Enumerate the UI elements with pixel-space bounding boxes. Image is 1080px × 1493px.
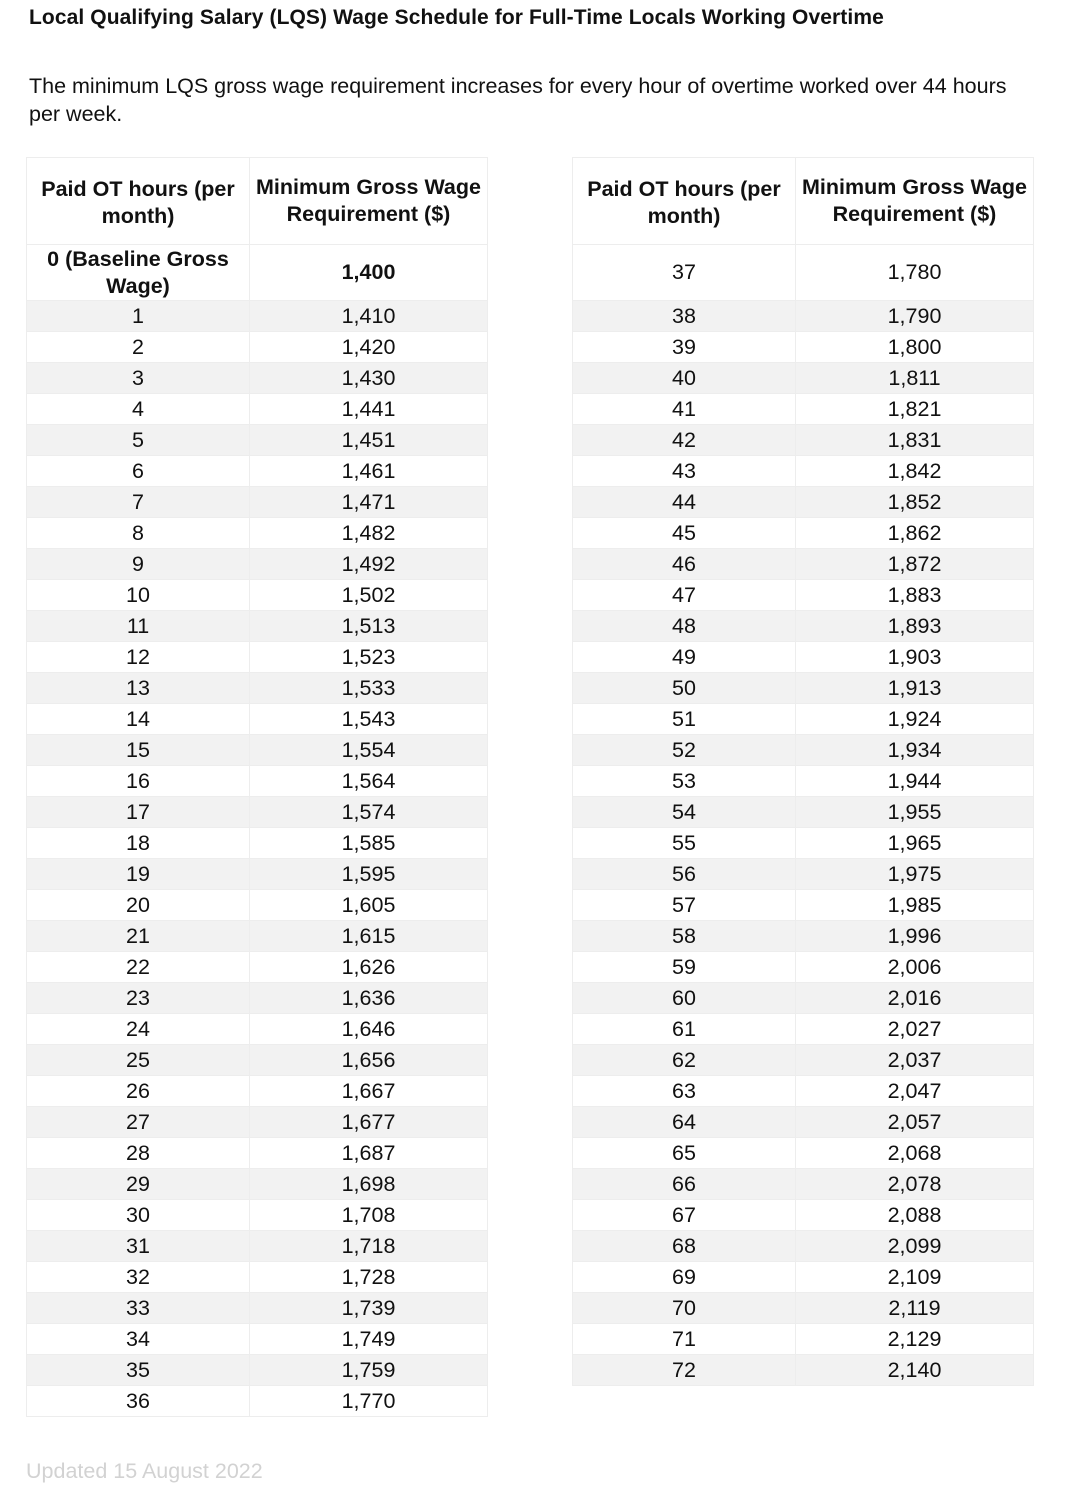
table-row (27, 1386, 488, 1417)
wage-cell: 1,513 (250, 611, 488, 642)
ot-hours-cell: 4 (27, 394, 250, 425)
table-row (573, 1262, 1034, 1293)
wage-cell: 2,016 (796, 983, 1034, 1014)
table-row (573, 859, 1034, 890)
table-row (27, 1076, 488, 1107)
intro-paragraph: The minimum LQS gross wage requirement increases for every hour of overtime worked over 44 hours per week. (29, 74, 1007, 126)
ot-hours-cell: 46 (573, 549, 796, 580)
table-row (27, 1200, 488, 1231)
table-row (573, 1045, 1034, 1076)
wage-cell: 2,099 (796, 1231, 1034, 1262)
table-row (27, 363, 488, 394)
wage-cell: 1,944 (796, 766, 1034, 797)
ot-hours-cell: 71 (573, 1324, 796, 1355)
table-row (27, 332, 488, 363)
table-row (573, 1169, 1034, 1200)
table-header-row (573, 158, 1034, 245)
wage-cell: 1,975 (796, 859, 1034, 890)
ot-hours-cell: 41 (573, 394, 796, 425)
table-row (573, 1200, 1034, 1231)
wage-cell: 1,883 (796, 580, 1034, 611)
table-row (27, 1262, 488, 1293)
table-row (27, 1169, 488, 1200)
table-row (27, 301, 488, 332)
table-row (573, 394, 1034, 425)
wage-cell: 1,739 (250, 1293, 488, 1324)
wage-cell: 1,985 (796, 890, 1034, 921)
table-row (27, 549, 488, 580)
wage-cell: 1,410 (250, 301, 488, 332)
ot-hours-cell: 15 (27, 735, 250, 766)
wage-cell: 2,037 (796, 1045, 1034, 1076)
table-row (27, 456, 488, 487)
ot-hours-cell: 22 (27, 952, 250, 983)
ot-hours-cell: 18 (27, 828, 250, 859)
wage-cell: 2,109 (796, 1262, 1034, 1293)
ot-hours-cell: 13 (27, 673, 250, 704)
ot-hours-cell: 54 (573, 797, 796, 828)
ot-hours-cell: 23 (27, 983, 250, 1014)
ot-hours-cell: 17 (27, 797, 250, 828)
ot-hours-cell: 5 (27, 425, 250, 456)
wage-cell: 1,821 (796, 394, 1034, 425)
ot-hours-cell: 63 (573, 1076, 796, 1107)
ot-hours-cell: 45 (573, 518, 796, 549)
wage-cell: 1,502 (250, 580, 488, 611)
wage-cell: 2,006 (796, 952, 1034, 983)
wage-cell: 2,068 (796, 1138, 1034, 1169)
wage-cell: 1,554 (250, 735, 488, 766)
wage-cell: 1,770 (250, 1386, 488, 1417)
wage-cell: 1,800 (796, 332, 1034, 363)
table-row (573, 487, 1034, 518)
ot-hours-cell: 60 (573, 983, 796, 1014)
table-row (573, 673, 1034, 704)
wage-cell: 1,564 (250, 766, 488, 797)
ot-hours-cell: 2 (27, 332, 250, 363)
table-row (573, 1293, 1034, 1324)
wage-cell: 2,129 (796, 1324, 1034, 1355)
table-row (573, 1014, 1034, 1045)
ot-hours-cell: 30 (27, 1200, 250, 1231)
table-row (573, 549, 1034, 580)
table-row (573, 332, 1034, 363)
table-row (573, 611, 1034, 642)
wage-table-left (26, 157, 488, 1417)
ot-hours-cell: 8 (27, 518, 250, 549)
table-row (573, 456, 1034, 487)
ot-hours-cell: 43 (573, 456, 796, 487)
ot-hours-cell: 0 (Baseline Gross Wage) (27, 245, 250, 301)
table-row (27, 611, 488, 642)
wage-cell: 1,574 (250, 797, 488, 828)
table-row (573, 245, 1034, 301)
wage-cell: 1,543 (250, 704, 488, 735)
wage-cell: 1,955 (796, 797, 1034, 828)
wage-cell: 1,471 (250, 487, 488, 518)
table-row (573, 952, 1034, 983)
table-row (573, 1324, 1034, 1355)
ot-hours-cell: 47 (573, 580, 796, 611)
header-min-gross-wage: Minimum Gross Wage Requirement ($) (250, 158, 488, 245)
ot-hours-cell: 49 (573, 642, 796, 673)
ot-hours-cell: 11 (27, 611, 250, 642)
wage-cell: 2,088 (796, 1200, 1034, 1231)
table-row (27, 890, 488, 921)
ot-hours-cell: 38 (573, 301, 796, 332)
ot-hours-cell: 40 (573, 363, 796, 394)
ot-hours-cell: 16 (27, 766, 250, 797)
table-row (573, 1107, 1034, 1138)
wage-cell: 1,996 (796, 921, 1034, 952)
wage-cell: 1,749 (250, 1324, 488, 1355)
wage-cell: 1,903 (796, 642, 1034, 673)
table-row (27, 642, 488, 673)
ot-hours-cell: 69 (573, 1262, 796, 1293)
table-row (573, 642, 1034, 673)
table-row (573, 1231, 1034, 1262)
wage-cell: 1,451 (250, 425, 488, 456)
ot-hours-cell: 65 (573, 1138, 796, 1169)
ot-hours-cell: 44 (573, 487, 796, 518)
wage-cell: 1,626 (250, 952, 488, 983)
wage-cell: 2,119 (796, 1293, 1034, 1324)
table-row (27, 797, 488, 828)
header-paid-ot-hours: Paid OT hours (per month) (27, 158, 250, 245)
wage-cell: 1,430 (250, 363, 488, 394)
ot-hours-cell: 53 (573, 766, 796, 797)
ot-hours-cell: 21 (27, 921, 250, 952)
ot-hours-cell: 59 (573, 952, 796, 983)
table-row (27, 245, 488, 301)
ot-hours-cell: 42 (573, 425, 796, 456)
table-row (573, 890, 1034, 921)
table-row (27, 921, 488, 952)
table-row (27, 673, 488, 704)
table-header-row (27, 158, 488, 245)
table-row (573, 1076, 1034, 1107)
ot-hours-cell: 33 (27, 1293, 250, 1324)
ot-hours-cell: 68 (573, 1231, 796, 1262)
ot-hours-cell: 32 (27, 1262, 250, 1293)
ot-hours-cell: 57 (573, 890, 796, 921)
ot-hours-cell: 58 (573, 921, 796, 952)
ot-hours-cell: 35 (27, 1355, 250, 1386)
table-row (573, 704, 1034, 735)
table-row (573, 425, 1034, 456)
ot-hours-cell: 62 (573, 1045, 796, 1076)
table-row (573, 735, 1034, 766)
wage-cell: 1,656 (250, 1045, 488, 1076)
wage-cell: 1,718 (250, 1231, 488, 1262)
wage-cell: 1,615 (250, 921, 488, 952)
ot-hours-cell: 50 (573, 673, 796, 704)
wage-cell: 1,482 (250, 518, 488, 549)
table-row (573, 1138, 1034, 1169)
wage-cell: 1,595 (250, 859, 488, 890)
table-row (27, 859, 488, 890)
updated-date: Updated 15 August 2022 (26, 1459, 263, 1483)
wage-cell: 1,913 (796, 673, 1034, 704)
wage-cell: 2,140 (796, 1355, 1034, 1386)
table-row (27, 1014, 488, 1045)
ot-hours-cell: 10 (27, 580, 250, 611)
ot-hours-cell: 70 (573, 1293, 796, 1324)
wage-cell: 2,057 (796, 1107, 1034, 1138)
wage-cell: 2,027 (796, 1014, 1034, 1045)
wage-cell: 1,461 (250, 456, 488, 487)
table-row (27, 518, 488, 549)
table-row (573, 518, 1034, 549)
wage-cell: 1,533 (250, 673, 488, 704)
ot-hours-cell: 26 (27, 1076, 250, 1107)
wage-cell: 1,492 (250, 549, 488, 580)
wage-cell: 1,441 (250, 394, 488, 425)
ot-hours-cell: 19 (27, 859, 250, 890)
table-row (27, 983, 488, 1014)
wage-cell: 1,893 (796, 611, 1034, 642)
ot-hours-cell: 48 (573, 611, 796, 642)
table-row (27, 394, 488, 425)
table-row (573, 921, 1034, 952)
wage-cell: 1,677 (250, 1107, 488, 1138)
ot-hours-cell: 9 (27, 549, 250, 580)
wage-cell: 1,585 (250, 828, 488, 859)
ot-hours-cell: 12 (27, 642, 250, 673)
ot-hours-cell: 64 (573, 1107, 796, 1138)
table-row (27, 1355, 488, 1386)
ot-hours-cell: 24 (27, 1014, 250, 1045)
table-row (27, 828, 488, 859)
table-row (27, 580, 488, 611)
ot-hours-cell: 31 (27, 1231, 250, 1262)
table-row (27, 952, 488, 983)
wage-cell: 1,965 (796, 828, 1034, 859)
ot-hours-cell: 25 (27, 1045, 250, 1076)
ot-hours-cell: 6 (27, 456, 250, 487)
wage-cell: 1,842 (796, 456, 1034, 487)
ot-hours-cell: 20 (27, 890, 250, 921)
table-row (573, 580, 1034, 611)
ot-hours-cell: 67 (573, 1200, 796, 1231)
ot-hours-cell: 1 (27, 301, 250, 332)
wage-cell: 1,872 (796, 549, 1034, 580)
table-row (27, 1231, 488, 1262)
ot-hours-cell: 72 (573, 1355, 796, 1386)
wage-cell: 1,420 (250, 332, 488, 363)
table-row (573, 983, 1034, 1014)
table-row (573, 1355, 1034, 1386)
table-row (27, 487, 488, 518)
wage-cell: 1,636 (250, 983, 488, 1014)
table-row (27, 425, 488, 456)
ot-hours-cell: 7 (27, 487, 250, 518)
ot-hours-cell: 36 (27, 1386, 250, 1417)
wage-cell: 1,687 (250, 1138, 488, 1169)
wage-cell: 1,852 (796, 487, 1034, 518)
ot-hours-cell: 37 (573, 245, 796, 301)
table-row (27, 1138, 488, 1169)
table-row (573, 363, 1034, 394)
table-row (27, 1107, 488, 1138)
ot-hours-cell: 51 (573, 704, 796, 735)
wage-cell: 1,605 (250, 890, 488, 921)
ot-hours-cell: 55 (573, 828, 796, 859)
ot-hours-cell: 3 (27, 363, 250, 394)
table-row (27, 704, 488, 735)
ot-hours-cell: 27 (27, 1107, 250, 1138)
page-title: Local Qualifying Salary (LQS) Wage Schedule for Full-Time Locals Working Overtime (29, 6, 884, 29)
table-row (27, 735, 488, 766)
wage-cell: 1,708 (250, 1200, 488, 1231)
header-min-gross-wage: Minimum Gross Wage Requirement ($) (796, 158, 1034, 245)
table-row (27, 1293, 488, 1324)
table-row (573, 828, 1034, 859)
ot-hours-cell: 61 (573, 1014, 796, 1045)
table-row (573, 797, 1034, 828)
wage-cell: 1,811 (796, 363, 1034, 394)
ot-hours-cell: 14 (27, 704, 250, 735)
ot-hours-cell: 52 (573, 735, 796, 766)
table-row (573, 301, 1034, 332)
wage-cell: 2,078 (796, 1169, 1034, 1200)
wage-cell: 1,759 (250, 1355, 488, 1386)
wage-cell: 1,780 (796, 245, 1034, 301)
wage-cell: 1,862 (796, 518, 1034, 549)
wage-cell: 1,790 (796, 301, 1034, 332)
table-row (27, 1045, 488, 1076)
wage-cell: 1,831 (796, 425, 1034, 456)
wage-table-right (572, 157, 1034, 1386)
wage-cell: 1,523 (250, 642, 488, 673)
wage-cell: 2,047 (796, 1076, 1034, 1107)
ot-hours-cell: 56 (573, 859, 796, 890)
ot-hours-cell: 28 (27, 1138, 250, 1169)
ot-hours-cell: 34 (27, 1324, 250, 1355)
wage-cell: 1,400 (250, 245, 488, 301)
wage-cell: 1,934 (796, 735, 1034, 766)
wage-cell: 1,646 (250, 1014, 488, 1045)
table-row (27, 766, 488, 797)
ot-hours-cell: 39 (573, 332, 796, 363)
ot-hours-cell: 29 (27, 1169, 250, 1200)
wage-cell: 1,698 (250, 1169, 488, 1200)
table-row (27, 1324, 488, 1355)
wage-cell: 1,728 (250, 1262, 488, 1293)
ot-hours-cell: 66 (573, 1169, 796, 1200)
wage-cell: 1,924 (796, 704, 1034, 735)
table-row (573, 766, 1034, 797)
header-paid-ot-hours: Paid OT hours (per month) (573, 158, 796, 245)
wage-cell: 1,667 (250, 1076, 488, 1107)
